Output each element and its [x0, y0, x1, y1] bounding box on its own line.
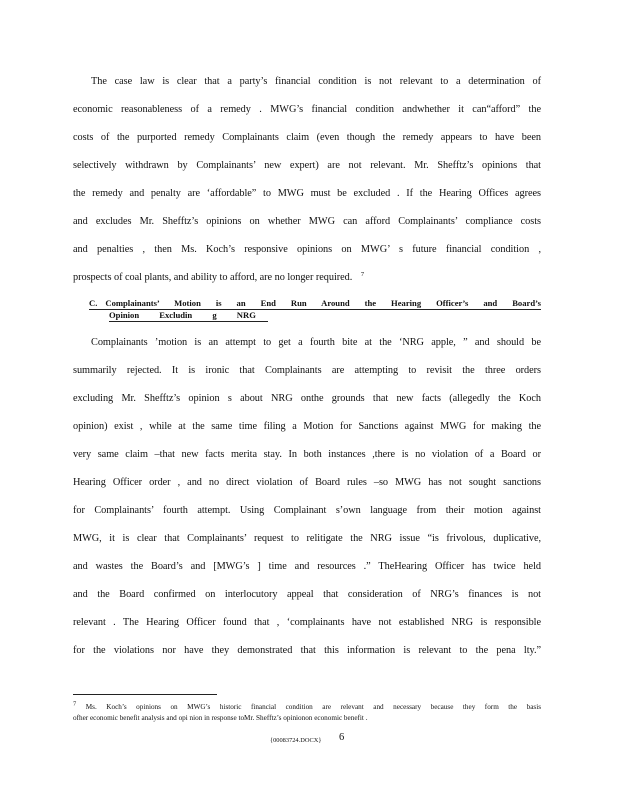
footnote-line: ofher economic benefit analysis and opi nion in response toMr. Shefftz’s opinionon economic benefit . — [73, 714, 368, 722]
section-heading-line1 — [89, 298, 541, 310]
paragraph-line: and penalties , then Ms. Koch’s responsive opinions on MWG’ s future financial condition , — [73, 244, 541, 255]
paragraph-line: MWG, it is clear that Complainants’ request to relitigate the NRG issue “is frivolous, duplicative, — [73, 533, 541, 544]
footnote-separator — [73, 694, 217, 695]
paragraph-line-last — [73, 271, 541, 284]
page-number: 6 — [339, 732, 345, 743]
paragraph-line: Hearing Officer order , and no direct violation of Board rules –so MWG has not sought sanctions — [73, 477, 541, 488]
paragraph-line: for Complainants’ fourth attempt. Using Complainant s’own language from their motion against — [73, 505, 541, 516]
paragraph-line: Complainants ’motion is an attempt to get a fourth bite at the ‘NRG apple, ” and should be — [91, 337, 541, 348]
section-heading-line2: Opinion Excludin g NRG — [109, 310, 268, 322]
document-id: {00083724.DOCX} — [270, 737, 322, 744]
footnote-number: 7 — [73, 700, 77, 708]
paragraph-line: very same claim –that new facts merita stay. In both instances ,there is no violation of a Board or — [73, 449, 541, 460]
section-heading-text: Complainants’ Motion is an End Run Around the Hearing Officer’s and Board’s — [105, 298, 541, 308]
section-heading — [89, 298, 541, 322]
footnote-text: Ms. Koch’s opinions on MWG’s historic financial condition are relevant and necessary because they form the basis — [85, 703, 541, 711]
section-letter: C. — [89, 298, 98, 308]
paragraph-line: and wastes the Board’s and [MWG’s ] time and resources .” TheHearing Officer has twice held — [73, 561, 541, 572]
paragraph-line-text: prospects of coal plants, and ability to afford, are no longer required. — [73, 272, 353, 283]
paragraph-line: summarily rejected. It is ironic that Complainants are attempting to revisit the three orders — [73, 365, 541, 376]
paragraph-line: and excludes Mr. Shefftz’s opinions on whether MWG can afford Complainants’ compliance costs — [73, 216, 541, 227]
paragraph-line: selectively withdrawn by Complainants’ new expert) are not relevant. Mr. Shefftz’s opinions that — [73, 160, 541, 171]
paragraph-line: excluding Mr. Shefftz’s opinion s about NRG onthe grounds that new facts (allegedly the Koch — [73, 393, 541, 404]
paragraph-line: economic reasonableness of a remedy . MWG’s financial condition andwhether it can“afford” the — [73, 104, 541, 115]
paragraph-line: opinion) exist , while at the same time filing a Motion for Sanctions against MWG for making the — [73, 421, 541, 432]
paragraph-line: relevant . The Hearing Officer found that , ‘complainants have not established NRG is responsible — [73, 617, 541, 628]
paragraph-line: the remedy and penalty are ‘affordable” to MWG must be excluded . If the Hearing Offices agrees — [73, 188, 541, 199]
footnote-reference: 7 — [360, 270, 365, 278]
footnote-line — [73, 702, 541, 712]
paragraph-line: The case law is clear that a party’s financial condition is not relevant to a determination of — [91, 76, 541, 87]
paragraph-line: for the violations nor have they demonstrated that this information is relevant to the pena lty.” — [73, 645, 541, 656]
paragraph-line: and the Board confirmed on interlocutory appeal that consideration of NRG’s finances is not — [73, 589, 541, 600]
paragraph-line: costs of the purported remedy Complainants claim (even though the remedy appears to have been — [73, 132, 541, 143]
